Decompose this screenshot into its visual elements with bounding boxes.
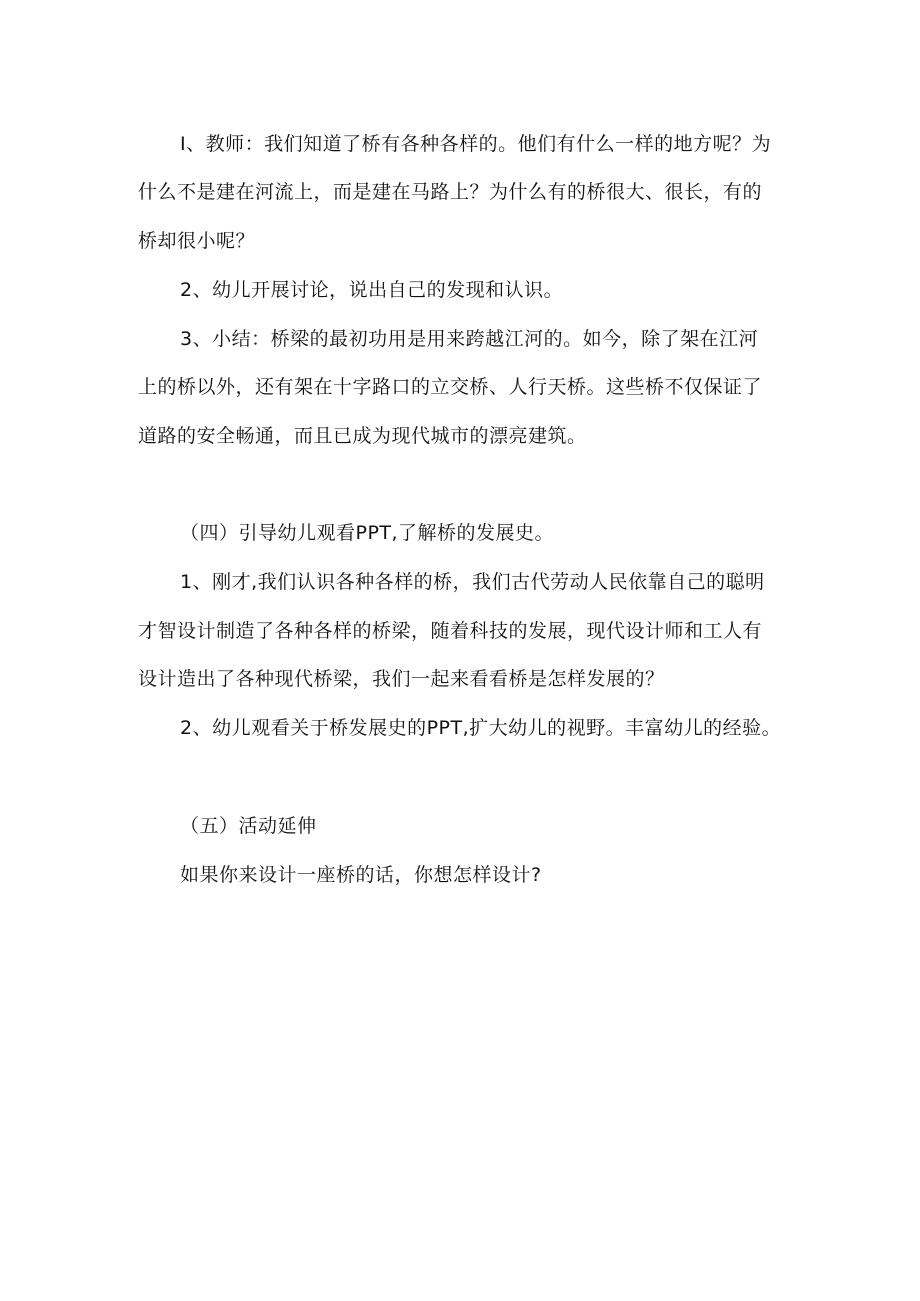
section-heading-four: （四）引导幼儿观看PPT,了解桥的发展史。 xyxy=(180,522,555,544)
paragraph-line: 3、小结：桥梁的最初功用是用来跨越江河的。如今，除了架在江河 xyxy=(180,328,759,350)
paragraph-discussion: 2、幼儿开展讨论，说出自己的发现和认识。 xyxy=(180,279,564,301)
paragraph-line: 上的桥以外，还有架在十字路口的立交桥、人行天桥。这些桥不仅保证了 xyxy=(138,376,763,398)
paragraph-line: I、教师：我们知道了桥有各种各样的。他们有什么一样的地方呢？为 xyxy=(180,133,772,155)
paragraph-line: 桥却很小呢？ xyxy=(138,230,256,252)
paragraph-line: 道路的安全畅通，而且已成为现代城市的漂亮建筑。 xyxy=(138,425,587,447)
paragraph-line: 什么不是建在河流上，而是建在马路上？为什么有的桥很大、很长，有的 xyxy=(138,181,763,203)
paragraph-extension-question: 如果你来设计一座桥的话，你想怎样设计? xyxy=(180,864,542,886)
paragraph-line: 才智设计制造了各种各样的桥梁，随着科技的发展，现代设计师和工人有 xyxy=(138,620,763,642)
paragraph-ppt-watch: 2、幼儿观看关于桥发展史的PPT,扩大幼儿的视野。丰富幼儿的经验。 xyxy=(180,717,782,739)
section-heading-five: （五）活动延伸 xyxy=(180,815,317,837)
paragraph-line: 设计造出了各种现代桥梁，我们一起来看看桥是怎样发展的？ xyxy=(138,668,665,690)
paragraph-line: 1、刚才,我们认识各种各样的桥，我们古代劳动人民依靠自己的聪明 xyxy=(180,571,765,593)
